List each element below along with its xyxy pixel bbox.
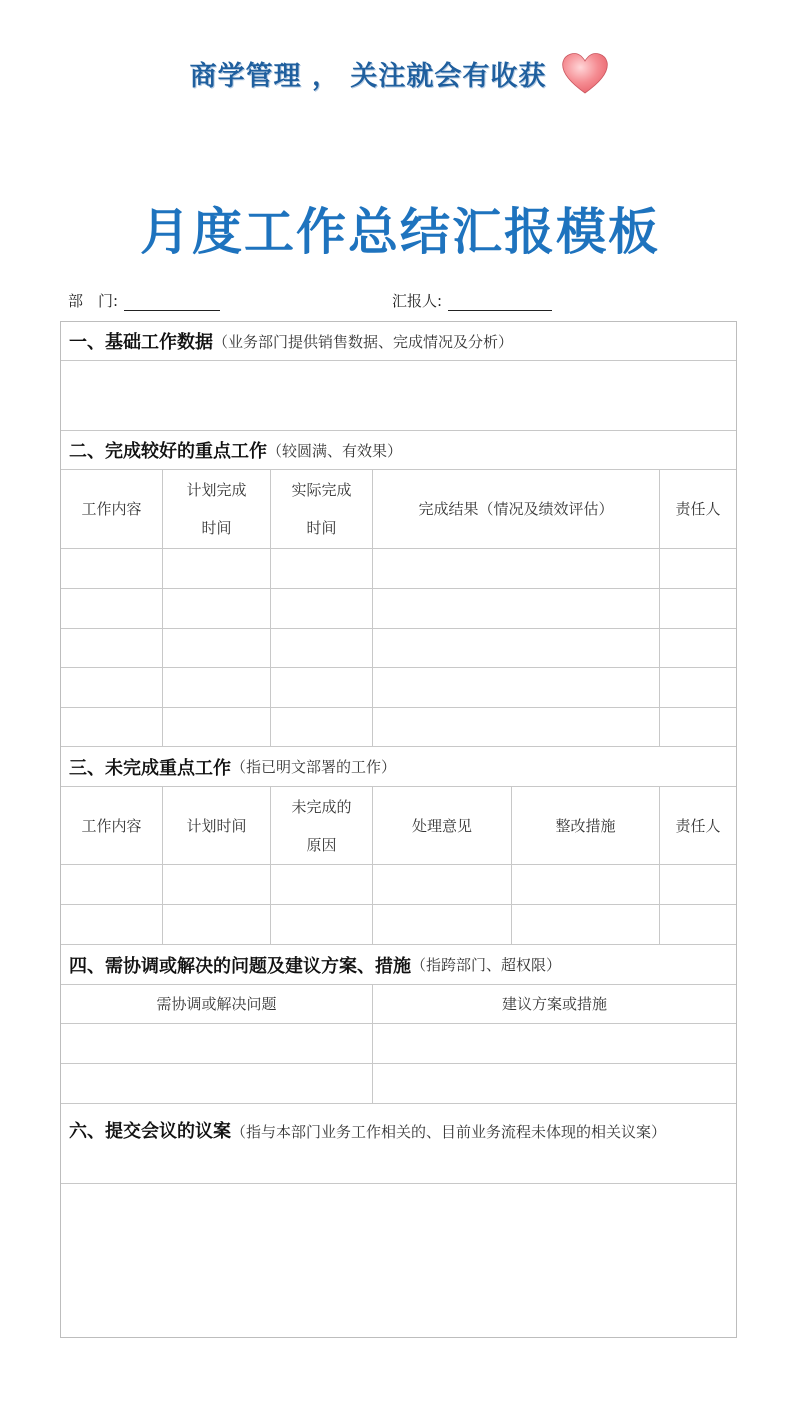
section-4-header (61, 945, 736, 985)
table-row (61, 629, 736, 668)
table-cell[interactable] (373, 589, 660, 628)
table-cell[interactable] (271, 629, 373, 667)
column-header: 未完成的 原因 (271, 787, 373, 864)
section-3-header (61, 747, 736, 787)
section-4-title: 四、需协调或解决的问题及建议方案、措施 (69, 955, 411, 977)
table-cell[interactable] (512, 865, 660, 904)
table-cell[interactable] (61, 668, 163, 707)
meta-row (68, 290, 748, 314)
section-2-note: （较圆满、有效果） (267, 441, 403, 460)
department-input[interactable] (124, 293, 220, 311)
column-header: 计划完成 时间 (163, 470, 271, 548)
table-cell[interactable] (271, 589, 373, 628)
department-label: 部 门: (68, 292, 119, 310)
table-cell[interactable] (163, 865, 271, 904)
reporter-input[interactable] (448, 293, 552, 311)
table-cell[interactable] (660, 629, 736, 667)
table-cell[interactable] (373, 905, 512, 944)
table-cell[interactable] (373, 629, 660, 667)
section-4-table-header (61, 985, 736, 1024)
column-header: 实际完成 时间 (271, 470, 373, 548)
table-row (61, 1064, 736, 1104)
reporter-field[interactable] (392, 290, 552, 311)
table-cell[interactable] (373, 708, 660, 746)
table-cell[interactable] (271, 708, 373, 746)
section-2-table-header (61, 470, 736, 549)
promo-banner (85, 38, 715, 108)
table-cell[interactable] (61, 905, 163, 944)
section-1-note: （业务部门提供销售数据、完成情况及分析） (213, 332, 514, 351)
table-cell[interactable] (61, 589, 163, 628)
table-cell[interactable] (512, 905, 660, 944)
table-row (61, 708, 736, 747)
column-header: 需协调或解决问题 (61, 985, 373, 1023)
table-cell[interactable] (61, 549, 163, 588)
table-cell[interactable] (271, 668, 373, 707)
table-row (61, 905, 736, 945)
table-cell[interactable] (61, 629, 163, 667)
table-cell[interactable] (660, 589, 736, 628)
section-3-title: 三、未完成重点工作 (69, 757, 231, 779)
table-row (61, 865, 736, 905)
column-header: 整改措施 (512, 787, 660, 864)
section-6-note: （指与本部门业务工作相关的、目前业务流程未体现的相关议案） (231, 1123, 667, 1141)
column-header: 处理意见 (373, 787, 512, 864)
table-row (61, 549, 736, 589)
table-cell[interactable] (660, 905, 736, 944)
department-field[interactable] (68, 290, 220, 311)
banner-text: 商学管理 ， 关注就会有收获 (189, 60, 547, 92)
table-cell[interactable] (271, 865, 373, 904)
table-cell[interactable] (163, 589, 271, 628)
table-cell[interactable] (373, 865, 512, 904)
report-form (60, 321, 737, 1338)
heart-icon (560, 51, 610, 95)
section-1-title: 一、基础工作数据 (69, 332, 213, 353)
table-cell[interactable] (660, 668, 736, 707)
table-cell[interactable] (61, 708, 163, 746)
table-row (61, 1024, 736, 1064)
table-cell[interactable] (373, 1024, 736, 1063)
section-4-note: （指跨部门、超权限） (411, 956, 562, 974)
table-cell[interactable] (373, 549, 660, 588)
section-2-header (61, 431, 736, 470)
section-3-table-header (61, 787, 736, 865)
section-1-input-area[interactable] (61, 361, 736, 431)
table-cell[interactable] (271, 905, 373, 944)
section-6-input-area[interactable] (61, 1184, 736, 1337)
table-cell[interactable] (271, 549, 373, 588)
table-row (61, 668, 736, 708)
column-header: 责任人 (675, 500, 721, 518)
table-cell[interactable] (163, 629, 271, 667)
table-cell[interactable] (163, 708, 271, 746)
table-cell[interactable] (163, 905, 271, 944)
table-cell[interactable] (660, 549, 736, 588)
column-header: 工作内容 (61, 470, 163, 548)
table-cell[interactable] (660, 865, 736, 904)
table-cell[interactable] (373, 668, 660, 707)
table-cell[interactable] (163, 668, 271, 707)
table-cell[interactable] (61, 1064, 373, 1103)
column-header: 完成结果（情况及绩效评估） (373, 470, 660, 548)
section-1-header (61, 322, 736, 361)
column-header: 建议方案或措施 (501, 995, 607, 1013)
table-cell[interactable] (61, 1024, 373, 1063)
section-6-header (61, 1104, 736, 1184)
table-cell[interactable] (660, 708, 736, 746)
table-cell[interactable] (61, 865, 163, 904)
column-header: 计划时间 (163, 787, 271, 864)
table-cell[interactable] (373, 1064, 736, 1103)
column-header: 责任人 (675, 816, 721, 835)
document-title: 月度工作总结汇报模板 (140, 203, 660, 261)
table-cell[interactable] (163, 549, 271, 588)
table-row (61, 589, 736, 629)
reporter-label: 汇报人: (392, 292, 443, 310)
section-2-title: 二、完成较好的重点工作 (69, 441, 267, 462)
column-header: 工作内容 (61, 787, 163, 864)
section-3-note: （指已明文部署的工作） (231, 758, 397, 776)
section-6-title: 六、提交会议的议案 (69, 1121, 231, 1142)
